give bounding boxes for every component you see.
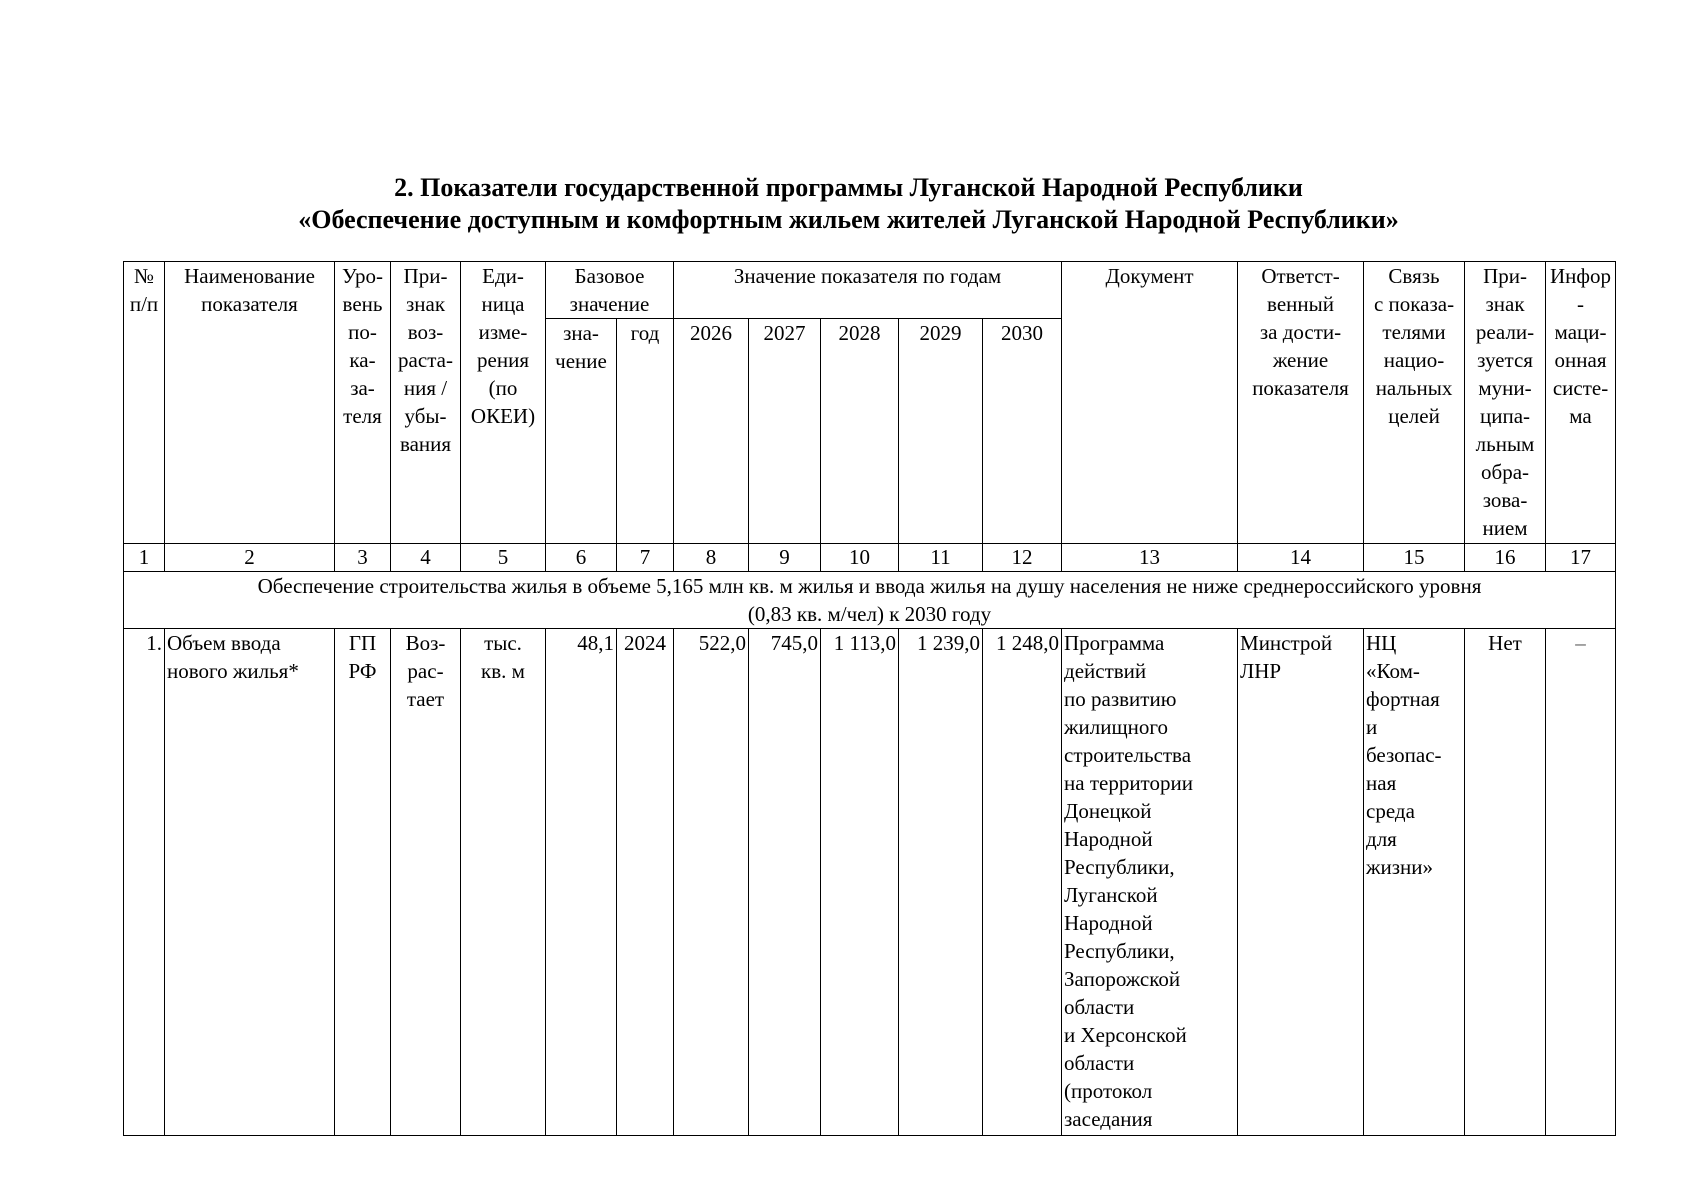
title-line-2: «Обеспечение доступным и комфортным жильем жителей Луганской Народной Республики» (298, 205, 1399, 234)
header-years-group: Значение показателя по годам (674, 262, 1062, 319)
header-year-2027: 2027 (749, 319, 821, 544)
column-number: 13 (1062, 544, 1238, 572)
row-base-value: 48,1 (546, 629, 617, 1136)
row-value-2030: 1 248,0 (983, 629, 1062, 1136)
header-num: № п/п (124, 262, 165, 544)
column-numbers-row (124, 544, 1616, 572)
table-row (124, 629, 1616, 1136)
section-row (124, 572, 1616, 629)
title-line-1: 2. Показатели государственной программы Луганской Народной Республики (394, 173, 1303, 202)
header-document: Документ (1062, 262, 1238, 544)
header-sign: При- знак воз- раста- ния / убы- вания (391, 262, 461, 544)
header-year-2030: 2030 (983, 319, 1062, 544)
header-year-2028: 2028 (821, 319, 899, 544)
header-info-system: Инфор- маци- онная систе- ма (1546, 262, 1616, 544)
header-link: Связь с показа- телями нацио- нальных целей (1364, 262, 1465, 544)
column-number: 6 (546, 544, 617, 572)
row-value-2029: 1 239,0 (899, 629, 983, 1136)
column-number: 16 (1465, 544, 1546, 572)
column-number: 2 (165, 544, 335, 572)
indicators-table (123, 261, 1616, 1136)
row-name: Объем ввода нового жилья* (165, 629, 335, 1136)
column-number: 12 (983, 544, 1062, 572)
row-document: Программа действий по развитию жилищного строительства на территории Донецкой Народной Республики, Луганской Народной Республики, Запорожской области и Херсонской области (протокол заседания (1062, 629, 1238, 1136)
column-number: 14 (1238, 544, 1364, 572)
header-base-value: зна- чение (546, 319, 617, 544)
row-value-2028: 1 113,0 (821, 629, 899, 1136)
row-base-year: 2024 (617, 629, 674, 1136)
column-number: 15 (1364, 544, 1465, 572)
header-unit: Еди- ница изме- рения (по ОКЕИ) (461, 262, 546, 544)
header-municipal: При- знак реали- зуется муни- ципа- льным обра- зова- нием (1465, 262, 1546, 544)
column-number: 8 (674, 544, 749, 572)
header-level: Уро- вень по- ка- за- теля (335, 262, 391, 544)
section-title: Обеспечение строительства жилья в объеме 5,165 млн кв. м жилья и ввода жилья на душу населения не ниже среднероссийского уровня (0,83 кв. м/чел) к 2030 году (124, 572, 1616, 629)
column-number: 3 (335, 544, 391, 572)
column-number: 10 (821, 544, 899, 572)
header-responsible: Ответст- венный за дости- жение показателя (1238, 262, 1364, 544)
row-level: ГП РФ (335, 629, 391, 1136)
row-unit: тыс. кв. м (461, 629, 546, 1136)
row-info-system: – (1546, 629, 1616, 1136)
column-number: 7 (617, 544, 674, 572)
column-number: 17 (1546, 544, 1616, 572)
column-number: 5 (461, 544, 546, 572)
column-number: 1 (124, 544, 165, 572)
column-number: 9 (749, 544, 821, 572)
column-number: 4 (391, 544, 461, 572)
header-base-year: год (617, 319, 674, 544)
header-year-2026: 2026 (674, 319, 749, 544)
header-name: Наименование показателя (165, 262, 335, 544)
row-sign: Воз- рас- тает (391, 629, 461, 1136)
header-year-2029: 2029 (899, 319, 983, 544)
header-base: Базовое значение (546, 262, 674, 319)
row-num: 1. (124, 629, 165, 1136)
column-number: 11 (899, 544, 983, 572)
row-value-2026: 522,0 (674, 629, 749, 1136)
row-value-2027: 745,0 (749, 629, 821, 1136)
row-municipal: Нет (1465, 629, 1546, 1136)
row-responsible: Минстрой ЛНР (1238, 629, 1364, 1136)
row-link: НЦ «Ком- фортная и безопас- ная среда для жизни» (1364, 629, 1465, 1136)
header-row-1 (124, 262, 1616, 319)
document-title (0, 172, 1697, 236)
